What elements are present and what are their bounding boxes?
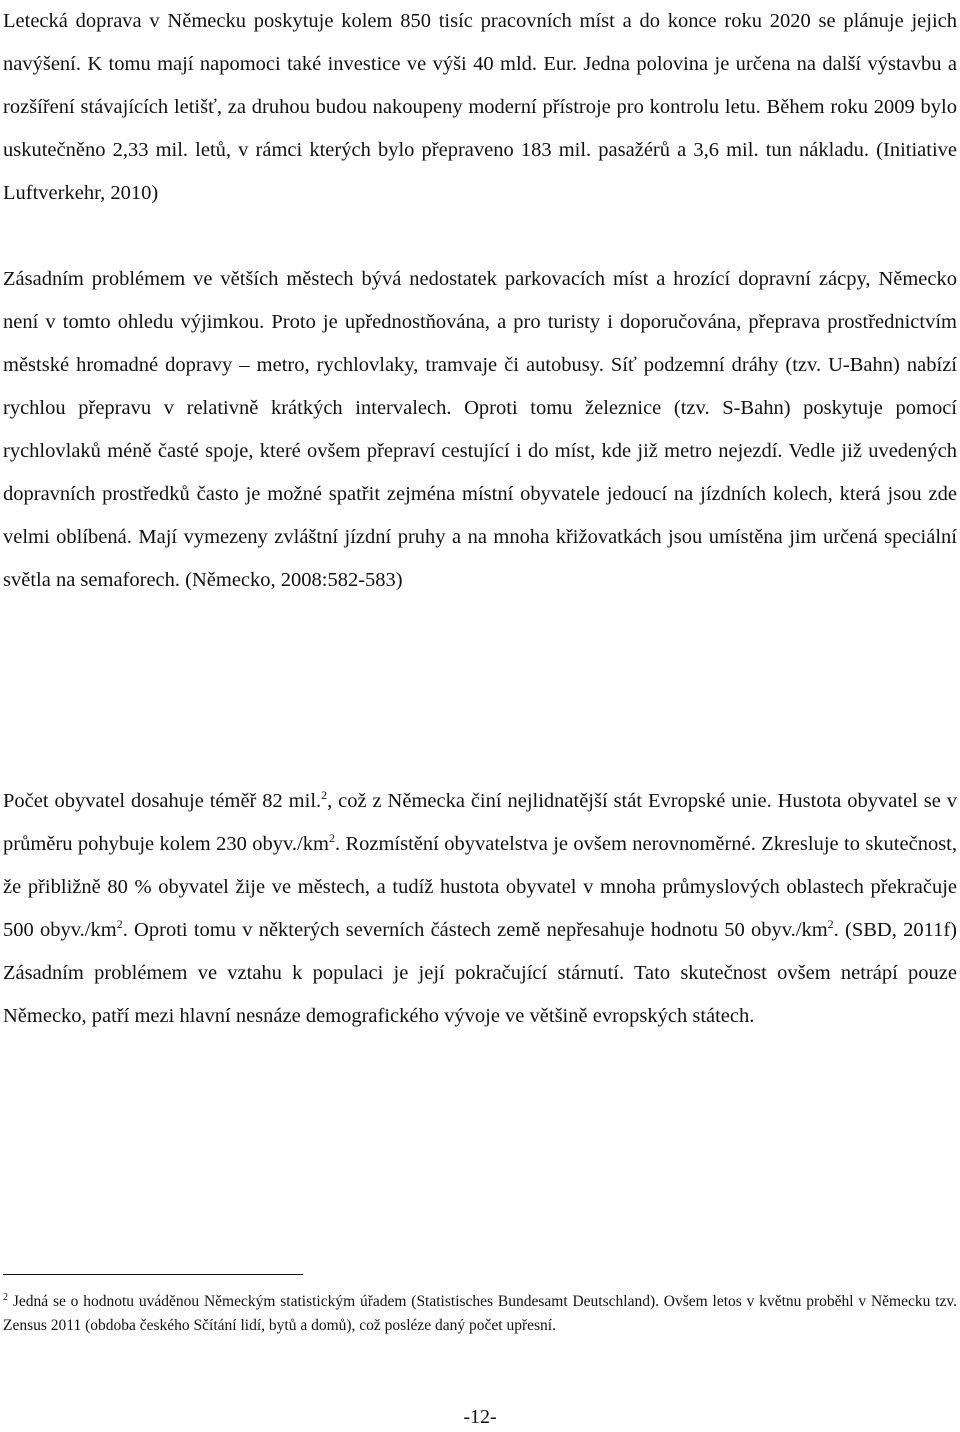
paragraph-city-transport: Zásadním problémem ve větších městech bývá nedostatek parkovacích míst a hrozící dopravní zácpy, Německo není v tomto ohledu výjimkou. Proto je upřednostňována, a pro turisty i doporučována, přeprava prostřednictvím městské hromadné dopravy – metro, rychlovlaky, tramvaje či autobusy. Síť podzemní dráhy (tzv. U-Bahn) nabízí rychlou přepravu v relativně krátkých intervalech. Oproti tomu železnice (tzv. S-Bahn) poskytuje pomocí rychlovlaků méně časté spoje, které ovšem přepraví cestující i do míst, kde již metro nejezdí. Vedle již uvedených dopravních prostředků často je možné spatřit zejména místní obyvatele jedoucí na jízdních kolech, která jsou zde velmi oblíbená. Mají vymezeny zvláštní jízdní pruhy a na mnoha křižovatkách jsou umístěna jim určená speciální světla na semaforech. (Německo, 2008:582-583) bbox=[3, 268, 957, 591]
population-text-part: . (SBD, 2011f) Zásadním problémem ve vztahu k populaci je její pokračující stárnutí. Tato skutečnost ovšem netrápí pouze Německo, patří mezi hlavní nesnáze demografického vývoje ve většině evropských státech. bbox=[3, 919, 957, 1027]
footnote-marker: 2 bbox=[3, 1292, 8, 1303]
superscript-exponent: 2 bbox=[827, 917, 834, 931]
population-text-part: . Oproti tomu v některých severních částech země nepřesahuje hodnotu 50 obyv./km bbox=[122, 919, 828, 941]
footnote-reference: 2 bbox=[321, 788, 328, 802]
paragraph-air-transport: Letecká doprava v Německu poskytuje kolem 850 tisíc pracovních míst a do konce roku 2020 se plánuje jejich navýšení. K tomu mají napomoci také investice ve výši 40 mld. Eur. Jedna polovina je určena na další výstavbu a rozšíření stávajících letišť, za druhou budou nakoupeny moderní přístroje pro kontrolu letu. Během roku 2009 bylo uskutečněno 2,33 mil. letů, v rámci kterých bylo přepraveno 183 mil. pasažérů a 3,6 mil. tun nákladu. (Initiative Luftverkehr, 2010) bbox=[3, 10, 957, 204]
paragraph-population bbox=[3, 780, 957, 1038]
population-text-part: Počet obyvatel dosahuje téměř 82 mil. bbox=[3, 790, 322, 812]
document-page bbox=[3, 0, 957, 1432]
footnote-text: Jedná se o hodnotu uváděnou Německým statistickým úřadem (Statistisches Bundesamt Deutschland). Ovšem letos v květnu proběhl v Německu tzv. Zensus 2011 (obdoba českého Sčítání lidí, bytů a domů), což posléze daný počet upřesní. bbox=[3, 1293, 957, 1334]
footnote bbox=[3, 1290, 957, 1338]
page-number: -12- bbox=[463, 1406, 497, 1428]
footnote-separator bbox=[3, 1274, 303, 1275]
superscript-exponent: 2 bbox=[328, 831, 335, 845]
superscript-exponent: 2 bbox=[116, 917, 123, 931]
population-text-part: . Rozmístění obyvatelstva je ovšem nerovnoměrné. Zkresluje to skutečnost, že přibližně 80 % obyvatel žije ve městech, a tudíž hustota obyvatel v mnoha průmyslových oblastech překračuje 500 obyv./km bbox=[3, 833, 957, 941]
population-text-part: , což z Německa činí nejlidnatější stát Evropské unie. Hustota obyvatel se v průměru pohybuje kolem 230 obyv./km bbox=[3, 790, 957, 855]
